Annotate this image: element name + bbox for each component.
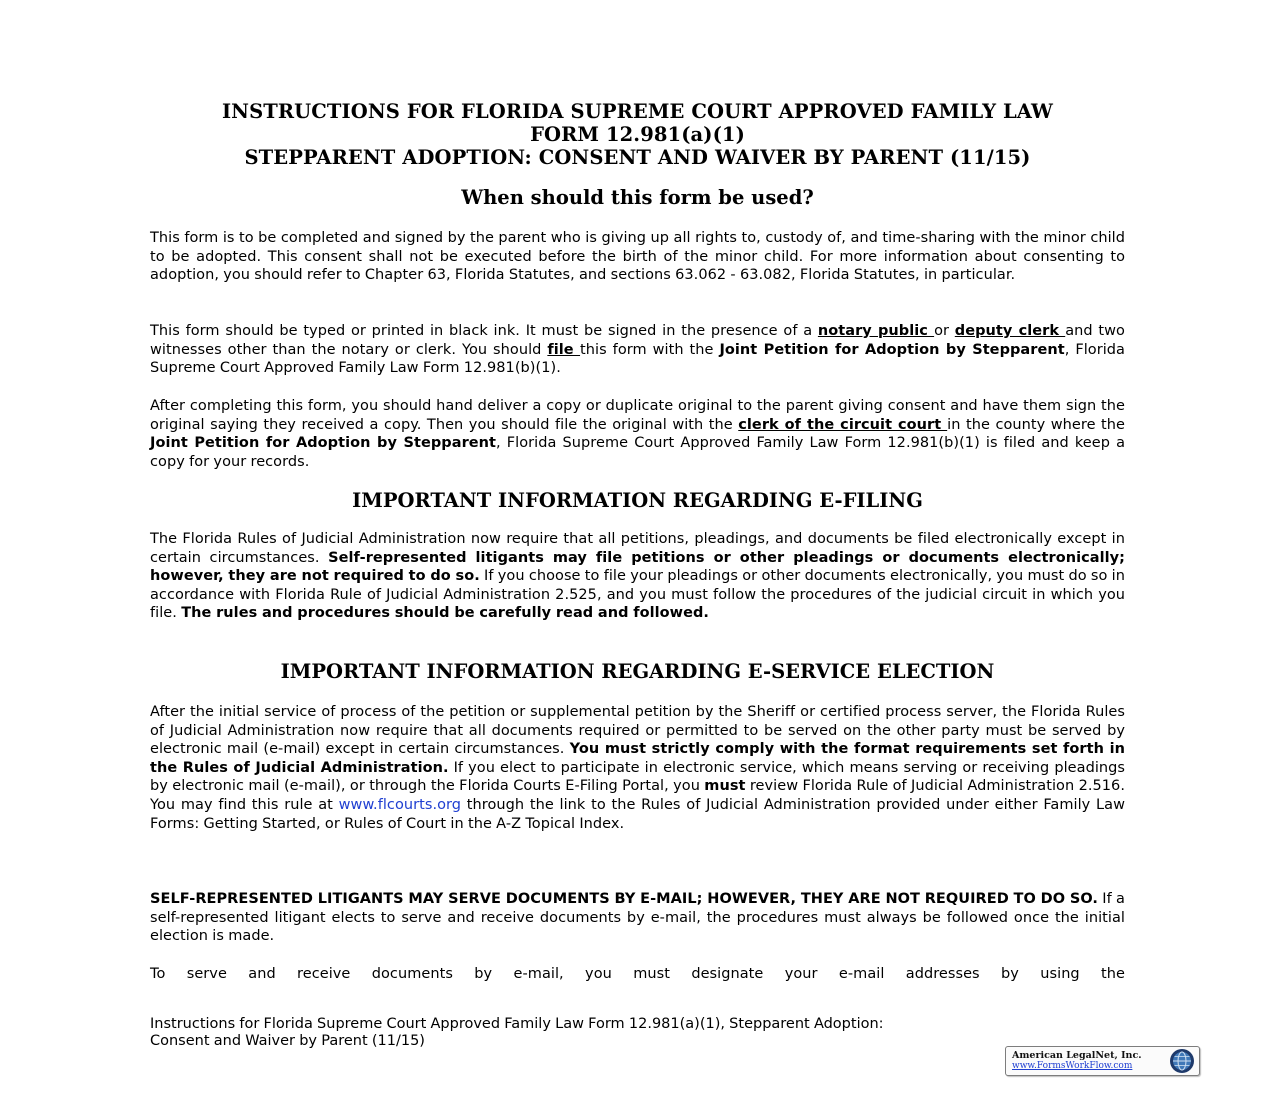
document-title [150, 100, 1125, 169]
paragraph-e-filing [150, 530, 1125, 623]
bold-statement: Self-represented litigants may file petitions or other pleadings or documents electronically; however, they are not required to do so. [150, 549, 1126, 585]
joint-petition-title: Joint Petition for Adoption by Stepparent [719, 341, 1065, 358]
badge-url-link[interactable]: www.FormsWorkFlow.com [1012, 1061, 1133, 1071]
text-segment: , Florida Supreme Court Approved Family Law Form 12.981(b)(1) is filed and keep a copy for your records. [150, 435, 1126, 470]
title-line-1: INSTRUCTIONS FOR FLORIDA SUPREME COURT APPROVED FAMILY LAW [221, 100, 1054, 123]
text-segment: If you choose to file your pleadings or other documents electronically, you must do so in accordance with Florida Rule of Judicial Administration 2.525, and you must follow the procedures of the judicial circuit in which you file. [150, 568, 1126, 622]
heading-e-service: IMPORTANT INFORMATION REGARDING E-SERVICE ELECTION [280, 660, 995, 683]
text-segment: , Florida Supreme Court Approved Family Law Form 12.981(b)(1). [150, 341, 1125, 377]
paragraph-e-service [150, 703, 1125, 833]
joint-petition-title: Joint Petition for Adoption by Stepparent [150, 435, 497, 452]
american-legalnet-badge[interactable] [1005, 1046, 1200, 1076]
text-segment: The Florida Rules of Judicial Administration now require that all petitions, pleadings, and documents be filed electronically except in certain circumstances. [150, 531, 1125, 566]
text-segment: review Florida Rule of Judicial Administration 2.516. You may find this rule at [150, 778, 1125, 813]
must-emphasis: must [704, 778, 746, 795]
footer-line-2: Consent and Waiver by Parent (11/15) [150, 1033, 425, 1049]
text-segment: or [934, 323, 955, 339]
title-line-3: STEPPARENT ADOPTION: CONSENT AND WAIVER BY PARENT (11/15) [244, 146, 1031, 169]
bold-statement: The rules and procedures should be carefully read and followed. [181, 605, 709, 622]
paragraph-designate-email: To serve and receive documents by e-mail, you must designate your e-mail addresses by using the [150, 966, 1125, 982]
title-line-2: FORM 12.981(a)(1) [530, 123, 745, 146]
text-segment: If you elect to participate in electronic service, which means serving or receiving pleadings by electronic mail (e-mail), or through the Florida Courts E-Filing Portal, you [150, 759, 1125, 795]
paragraph-purpose: This form is to be completed and signed by the parent who is giving up all rights to, custody of, and time-sharing with the minor child to be adopted. This consent shall not be executed before the birth of the minor child. For more information about consenting to adoption, you should refer to Chapter 63, Florida Statutes, and sections 63.062 - 63.082, Florida Statutes, in particular. [150, 230, 1125, 284]
bold-statement: You must strictly comply with the format requirements set forth in the Rules of Judicial Administration. [150, 741, 1125, 776]
text-segment: After the initial service of process of the petition or supplemental petition by the Sheriff or certified process server, the Florida Rules of Judicial Administration now require that all documents required or permitted to be served on the other party must be served by electronic mail (e-mail) except in certain circumstances. [150, 704, 1125, 758]
bold-statement: SELF-REPRESENTED LITIGANTS MAY SERVE DOCUMENTS BY E-MAIL; HOWEVER, THEY ARE NOT REQUIRED TO DO SO. [150, 891, 1098, 907]
paragraph-signing [150, 322, 1125, 378]
heading-when-used: When should this form be used? [461, 186, 814, 209]
text-segment: If a self-represented litigant elects to serve and receive documents by e-mail, the procedures must always be followed once the initial election is made. [150, 891, 1125, 945]
text-segment: in the county where the [947, 416, 1126, 433]
clerk-of-court-term: clerk of the circuit court [738, 416, 948, 433]
flcourts-link[interactable]: www.flcourts.org [338, 796, 462, 813]
deputy-clerk-term: deputy clerk [954, 323, 1066, 339]
globe-logo-icon [1169, 1048, 1195, 1074]
file-term: file [547, 341, 581, 358]
text-segment: This form should be typed or printed in black ink. It must be signed in the presence of a [150, 323, 818, 339]
badge-company-name: American LegalNet, Inc. [1012, 1050, 1142, 1061]
notary-public-term: notary public [817, 323, 935, 339]
text-segment: After completing this form, you should hand deliver a copy or duplicate original to the parent giving consent and have them sign the original saying they received a copy. Then you should file the original with the [150, 398, 1125, 433]
paragraph-after-completing [150, 397, 1125, 471]
text-segment: and two witnesses other than the notary or clerk. You should [150, 323, 1125, 358]
text-segment: through the link to the Rules of Judicial Administration provided under either Family Law Forms: Getting Started, or Rules of Court in the A-Z Topical Index. [150, 796, 1125, 832]
paragraph-self-represented [150, 890, 1125, 946]
footer-line-1: Instructions for Florida Supreme Court Approved Family Law Form 12.981(a)(1), Stepparent Adoption: [150, 1016, 884, 1032]
page-footer [150, 1016, 1125, 1050]
text-segment: this form with the [580, 341, 720, 358]
heading-e-filing: IMPORTANT INFORMATION REGARDING E-FILING [352, 489, 923, 512]
